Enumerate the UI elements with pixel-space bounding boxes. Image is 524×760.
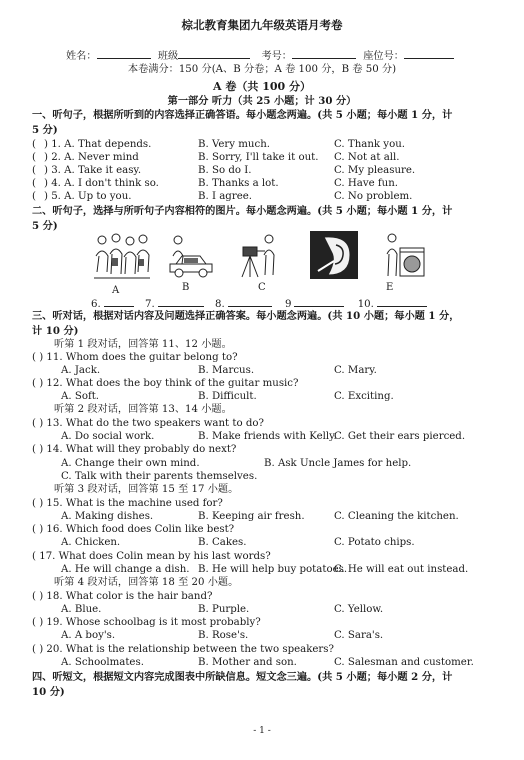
exam-no-label: 考号： <box>261 51 292 62</box>
name-blank[interactable] <box>97 49 151 59</box>
section2-heading: 二、听句子，选择与所听句子内容相符的图片。每小题念两遍。(共 5 小题；每小题 1 分，计 <box>32 205 453 217</box>
score-info: 本卷满分：150 分(A、B 分卷；A 卷 100 分，B 卷 50 分) <box>127 64 397 75</box>
class-label: 班级 <box>157 51 179 62</box>
q18-option-c: C. Yellow. <box>334 604 384 615</box>
class-blank[interactable] <box>178 49 250 59</box>
question-3: ( ) 3. A. Take it easy. <box>32 165 142 176</box>
q12-option-a: A. Soft. <box>61 391 100 402</box>
picture-c-label: C <box>258 282 266 293</box>
section4-heading-cont: 10 分) <box>32 686 65 698</box>
q19-option-a: A. A boy's. <box>61 630 116 641</box>
question-20: ( ) 20. What is the relationship between the two speakers? <box>32 644 334 655</box>
question-13: ( ) 13. What do the two speakers want to do? <box>32 418 264 429</box>
option-c: C. Thank you. <box>334 139 405 150</box>
exam-title: 棕北教育集团九年级英语月考卷 <box>181 18 343 32</box>
answer-6-label: 6. <box>91 299 101 310</box>
answer-10-blank[interactable] <box>377 298 427 307</box>
q20-option-b: B. Mother and son. <box>198 657 297 668</box>
q19-option-c: C. Sara's. <box>334 630 384 641</box>
volume-a-heading: A 卷（共 100 分） <box>213 80 311 93</box>
q14-option-a: A. Change their own mind. <box>61 458 200 469</box>
q17-option-a: A. He will change a dish. <box>61 564 190 575</box>
answer-9-label: 9 <box>284 299 292 310</box>
picture-e <box>378 232 428 280</box>
part-one-heading: 第一部分 听力（共 25 小题；计 30 分） <box>167 95 357 107</box>
answer-7-label: 7. <box>144 299 155 310</box>
option-b: B. Sorry, I'll take it out. <box>198 152 319 163</box>
question-1: ( ) 1. A. That depends. <box>32 139 152 150</box>
option-c: C. My pleasure. <box>334 165 416 176</box>
picture-a <box>92 232 152 280</box>
q15-option-c: C. Cleaning the kitchen. <box>334 511 459 522</box>
exam-no-blank[interactable] <box>292 49 356 59</box>
q11-option-a: A. Jack. <box>61 365 101 376</box>
option-b: B. Thanks a lot. <box>198 178 279 189</box>
picture-c <box>237 233 287 279</box>
option-b: B. I agree. <box>198 191 252 202</box>
answer-paren[interactable]: ( <box>32 178 36 189</box>
answer-9-blank[interactable] <box>294 298 344 307</box>
q13-option-c: C. Get their ears pierced. <box>334 431 466 442</box>
section2-heading-cont: 5 分) <box>32 220 58 232</box>
q17-option-c: C. He will eat out instead. <box>334 564 469 575</box>
answer-8-blank[interactable] <box>228 298 272 307</box>
answer-paren[interactable]: ( <box>32 139 36 150</box>
q12-option-b: B. Difficult. <box>198 391 257 402</box>
picture-b-label: B <box>182 282 190 293</box>
option-b: B. Very much. <box>198 139 271 150</box>
dialogue-2-intro: 听第 2 段对话，回答第 13、14 小题。 <box>54 404 232 415</box>
q15-option-b: B. Keeping air fresh. <box>198 511 305 522</box>
question-14: ( ) 14. What will they probably do next? <box>32 444 237 455</box>
answer-paren[interactable]: ( <box>32 152 36 163</box>
q11-option-c: C. Mary. <box>334 365 377 376</box>
answer-paren[interactable]: ( <box>32 191 36 202</box>
question-17: ( 17. What does Colin mean by his last words? <box>32 551 271 562</box>
question-2: ( ) 2. A. Never mind <box>32 152 139 163</box>
q20-option-c: C. Salesman and customer. <box>334 657 474 668</box>
answer-6-blank[interactable] <box>104 298 134 307</box>
option-b: B. So do I. <box>198 165 252 176</box>
q14-option-b: B. Ask Uncle James for help. <box>264 458 412 469</box>
q13-option-a: A. Do social work. <box>61 431 155 442</box>
dialogue-3-intro: 听第 3 段对话，回答第 15 至 17 小题。 <box>54 484 239 495</box>
q17-option-b: B. He will help buy potatoes. <box>198 564 348 575</box>
dialogue-1-intro: 听第 1 段对话，回答第 11、12 小题。 <box>54 339 232 350</box>
picture-e-label: E <box>386 282 394 293</box>
q16-option-b: B. Cakes. <box>198 537 247 548</box>
picture-d <box>310 231 358 279</box>
section1-heading-cont: 5 分) <box>32 124 58 136</box>
picture-a-label: A <box>112 285 120 296</box>
question-5: ( ) 5. A. Up to you. <box>32 191 132 202</box>
q11-option-b: B. Marcus. <box>198 365 255 376</box>
option-c: C. Have fun. <box>334 178 399 189</box>
q13-option-b: B. Make friends with Kelly. <box>198 431 337 442</box>
option-c: C. No problem. <box>334 191 413 202</box>
question-4: ( ) 4. A. I don't think so. <box>32 178 159 189</box>
section4-heading: 四、听短文，根据短文内容完成图表中所缺信息。短文念三遍。(共 5 小题；每小题 2 分，计 <box>32 671 453 683</box>
picture-answer-row <box>91 298 427 310</box>
question-12: ( ) 12. What does the boy think of the guitar music? <box>32 378 299 389</box>
q15-option-a: A. Making dishes. <box>61 511 154 522</box>
question-18: ( ) 18. What color is the hair band? <box>32 591 213 602</box>
answer-paren[interactable]: ( <box>32 165 36 176</box>
question-19: ( ) 19. Whose schoolbag is it most probably? <box>32 617 261 628</box>
dialogue-4-intro: 听第 4 段对话，回答第 18 至 20 小题。 <box>54 577 239 588</box>
q14-option-c: C. Talk with their parents themselves. <box>61 471 258 482</box>
answer-7-blank[interactable] <box>158 298 204 307</box>
question-11: ( ) 11. Whom does the guitar belong to? <box>32 352 238 363</box>
q12-option-c: C. Exciting. <box>334 391 394 402</box>
q16-option-c: C. Potato chips. <box>334 537 415 548</box>
seat-label: 座位号： <box>363 51 404 62</box>
q18-option-a: A. Blue. <box>61 604 102 615</box>
q19-option-b: B. Rose's. <box>198 630 249 641</box>
student-info-line <box>66 49 454 62</box>
section3-heading-cont: 计 10 分) <box>32 325 79 337</box>
page-number: - 1 - <box>253 726 271 736</box>
section3-heading: 三、听对话，根据对话内容及问题选择正确答案。每小题念两遍。(共 10 小题；每小题 1 分， <box>32 310 460 322</box>
q16-option-a: A. Chicken. <box>61 537 121 548</box>
answer-10-label: 10. <box>357 299 374 310</box>
answer-8-label: 8. <box>214 299 225 310</box>
q20-option-a: A. Schoolmates. <box>61 657 144 668</box>
seat-blank[interactable] <box>404 49 454 59</box>
q18-option-b: B. Purple. <box>198 604 250 615</box>
question-16: ( ) 16. Which food does Colin like best? <box>32 524 235 535</box>
question-15: ( ) 15. What is the machine used for? <box>32 498 223 509</box>
name-label: 姓名： <box>66 51 97 62</box>
picture-b <box>166 234 216 278</box>
section1-heading: 一、听句子，根据所听到的内容选择正确答语。每小题念两遍。(共 5 小题；每小题 1 分，计 <box>32 109 453 121</box>
option-c: C. Not at all. <box>334 152 400 163</box>
